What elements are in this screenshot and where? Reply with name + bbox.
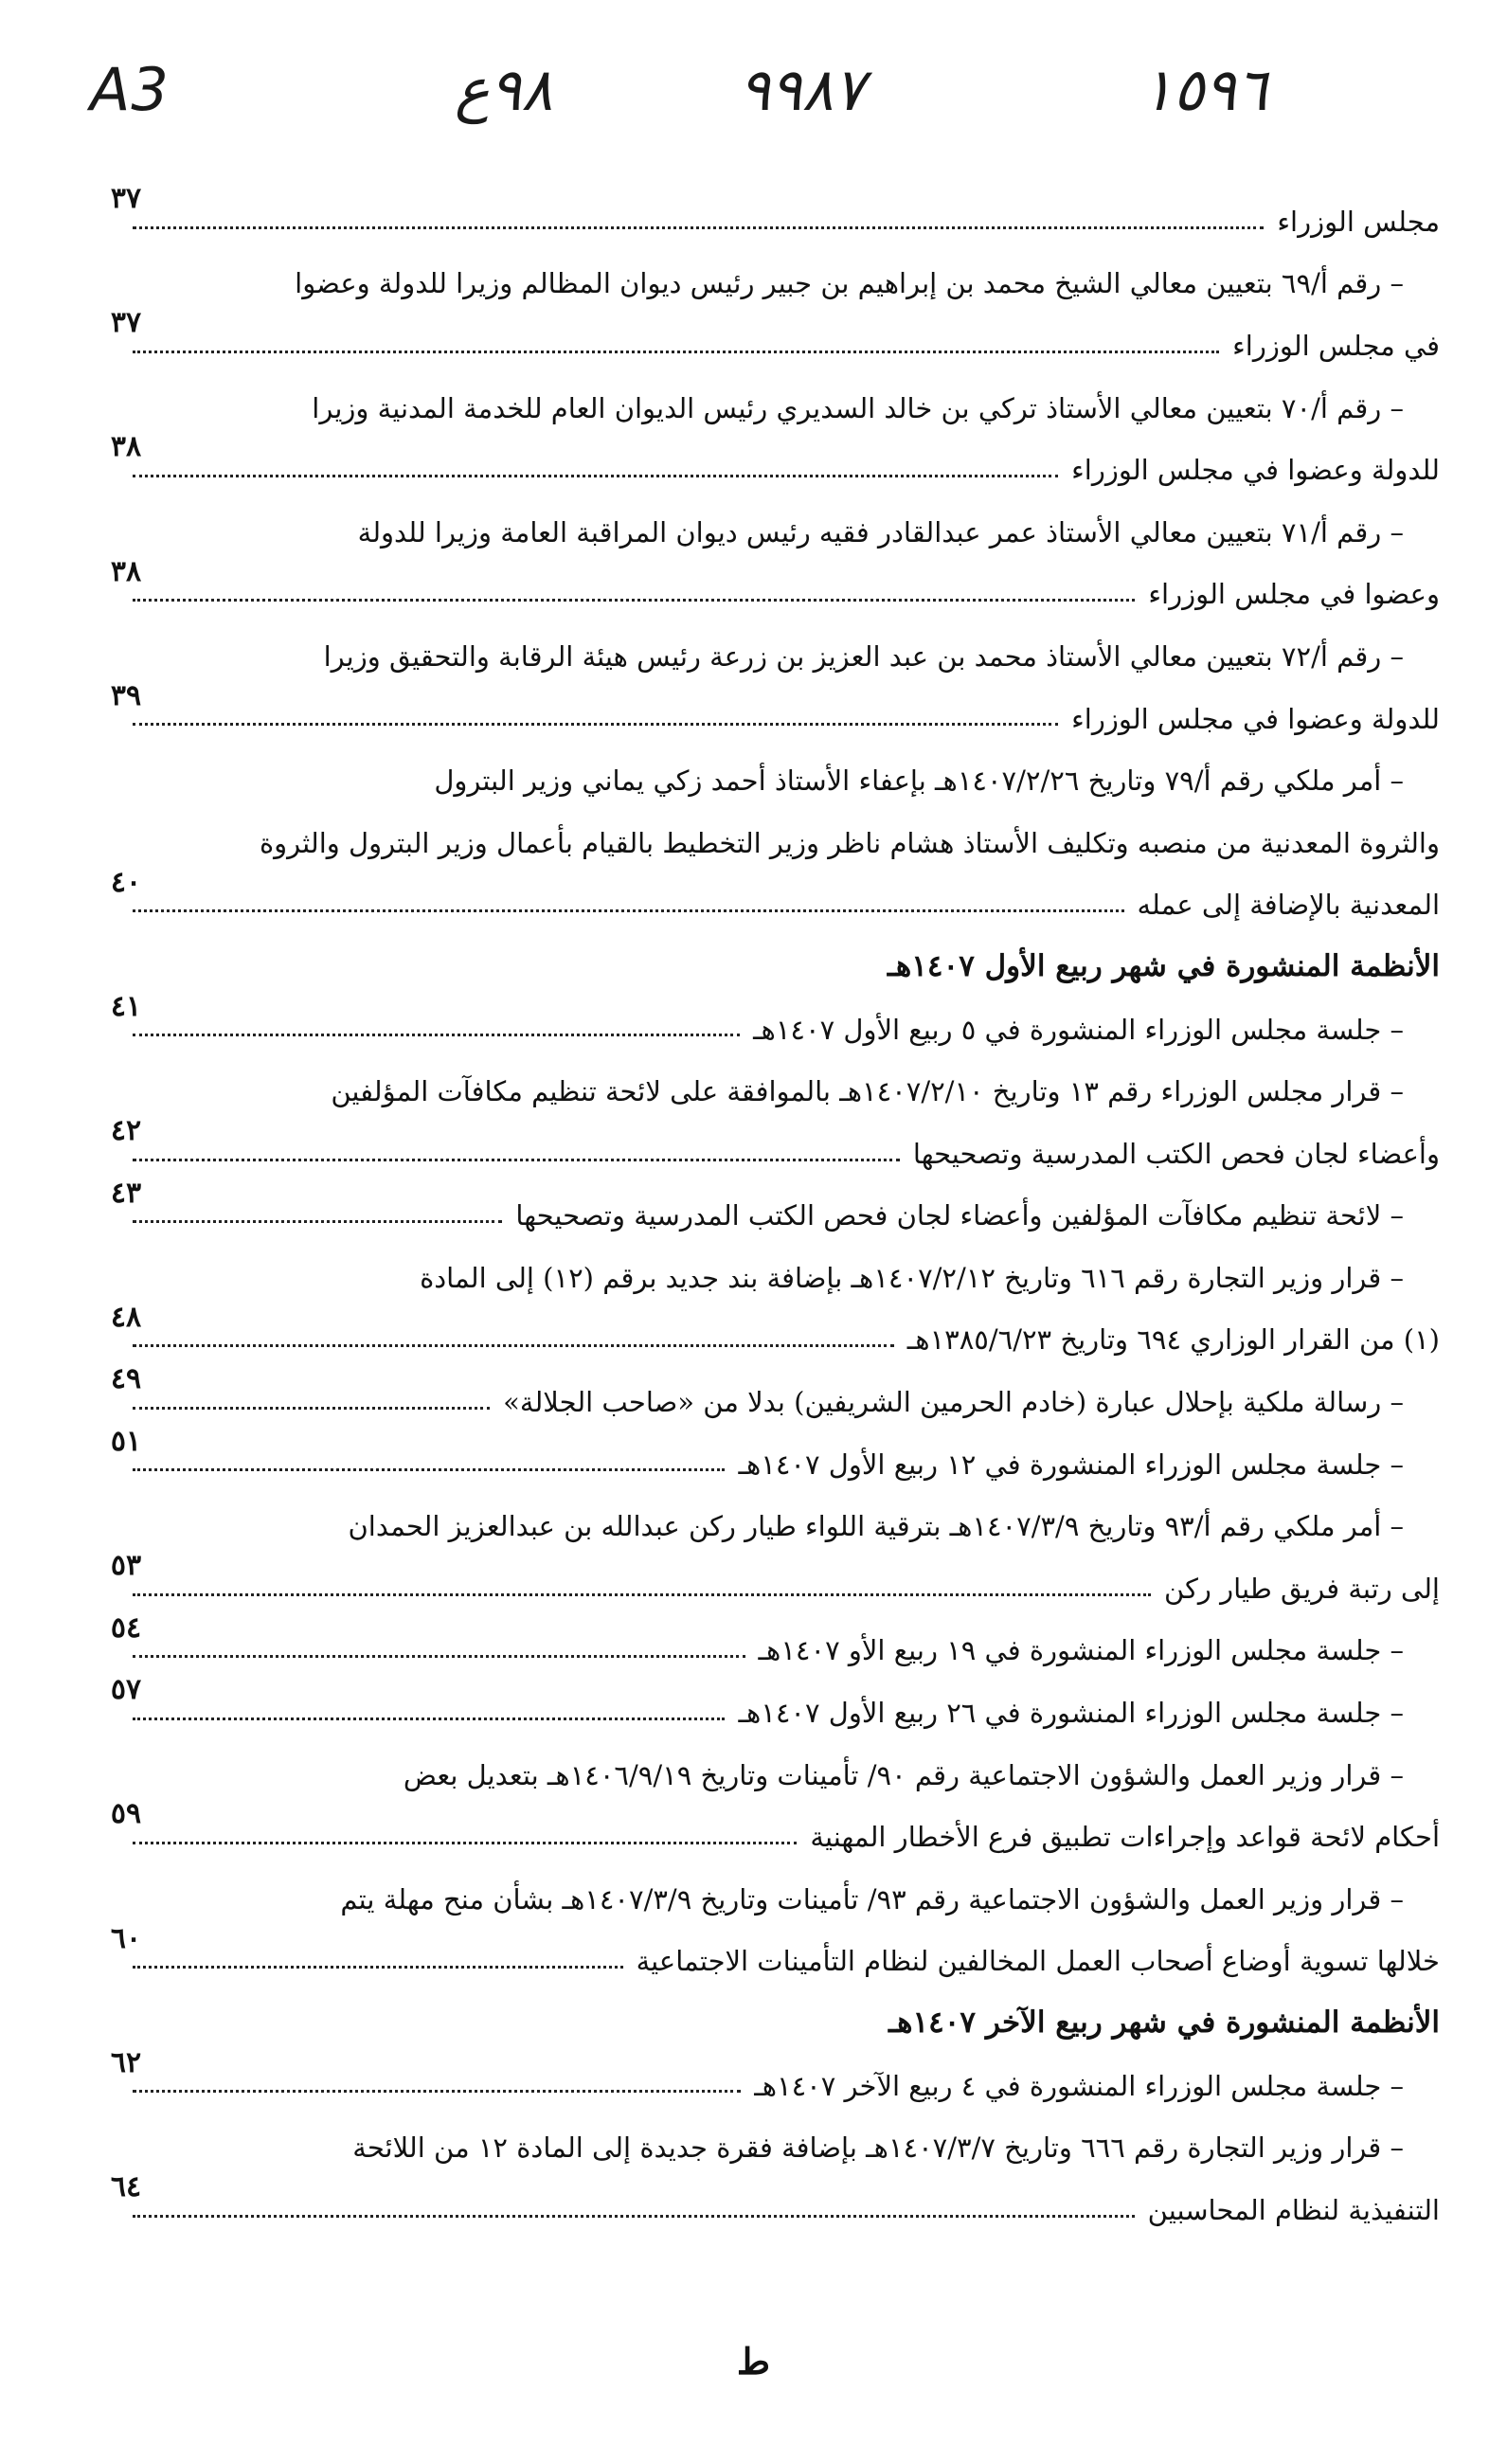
dot-leader: [133, 475, 1058, 477]
dot-leader: [133, 1468, 725, 1471]
toc-entry-text: – جلسة مجلس الوزراء المنشورة في ١٢ ربيع الأول ١٤٠٧هـ: [738, 1448, 1404, 1481]
toc-entry-line: [76, 243, 1440, 305]
toc-entry-line: [76, 2168, 1440, 2231]
toc-entry-line: [76, 988, 1440, 1051]
toc-entry-text: – رقم أ/٧١ بتعيين معالي الأستاذ عمر عبدالقادر فقيه رئيس ديوان المراقبة العامة وزيرا للدولة: [357, 515, 1404, 549]
toc-entry-text: – رسالة ملكية بإحلال عبارة (خادم الحرمين الشريفين) بدلا من «صاحب الجلالة»: [503, 1386, 1404, 1419]
dot-leader: [133, 2215, 1135, 2218]
toc-entry-line: [76, 1299, 1440, 1361]
toc-entry-text: – جلسة مجلس الوزراء المنشورة في ٢٦ ربيع الأول ١٤٠٧هـ: [738, 1697, 1404, 1730]
toc-page-number: ٤٨: [110, 1300, 142, 1334]
toc-page-number: ٤١: [110, 989, 142, 1023]
toc-page-number: ٣٧: [110, 182, 142, 215]
toc-entry-text: في مجلس الوزراء: [1232, 329, 1440, 362]
toc-page-number: ٣٩: [110, 678, 142, 712]
toc-page-number: ٤٣: [110, 1176, 142, 1210]
toc-entry-text: – جلسة مجلس الوزراء المنشورة في ٤ ربيع الآخر ١٤٠٧هـ: [754, 2069, 1404, 2102]
toc-entry-text: – أمر ملكي رقم أ/٩٣ وتاريخ ١٤٠٧/٣/٩هـ بترقية اللواء طيار ركن عبدالله بن عبدالعزيز الحمدان: [348, 1510, 1404, 1543]
toc-entry-text: أحكام لائحة قواعد وإجراءات تطبيق فرع الأخطار المهنية: [810, 1821, 1440, 1854]
handwritten-annotation: ٩٨ع: [455, 55, 553, 124]
toc-entry-text: وأعضاء لجان فحص الكتب المدرسية وتصحيحها: [912, 1137, 1440, 1170]
dot-leader: [133, 1220, 502, 1223]
toc-page-number: ٥٣: [110, 1549, 142, 1583]
dot-leader: [133, 1842, 797, 1844]
toc-page-number: ٤٩: [110, 1362, 142, 1396]
toc-entry-text: الأنظمة المنشورة في شهر ربيع الآخر ١٤٠٧هـ: [888, 2005, 1440, 2040]
toc-entry-line: [76, 739, 1440, 801]
toc-entry-line: [76, 2106, 1440, 2168]
toc-entry-text: إلى رتبة فريق طيار ركن: [1164, 1572, 1440, 1605]
toc-entry-text: مجلس الوزراء: [1277, 205, 1440, 238]
toc-page-number: ٥٩: [110, 1797, 142, 1831]
toc-page-number: ٥٤: [110, 1610, 142, 1645]
toc-entry-line: [76, 677, 1440, 740]
toc-entry-line: [76, 367, 1440, 429]
dot-leader: [133, 599, 1135, 602]
toc-entry-text: الأنظمة المنشورة في شهر ربيع الأول ١٤٠٧هـ: [887, 948, 1440, 983]
section-heading: [76, 1982, 1440, 2044]
toc-entry-line: [76, 1236, 1440, 1299]
dot-leader: [133, 351, 1219, 353]
toc-page-number: ٦٠: [110, 1921, 142, 1955]
toc-entry-text: خلالها تسوية أوضاع أصحاب العمل المخالفين لنظام التأمينات الاجتماعية: [636, 1945, 1440, 1978]
dot-leader: [133, 1593, 1151, 1596]
toc-entry-line: [76, 1484, 1440, 1547]
dot-leader: [133, 723, 1058, 726]
toc-entry-text: (١) من القرار الوزاري ٦٩٤ وتاريخ ١٣٨٥/٦/٢٣هـ: [906, 1323, 1440, 1357]
toc-entry-text: – رقم أ/٧٢ بتعيين معالي الأستاذ محمد بن عبد العزيز بن زرعة رئيس هيئة الرقابة والتحقيق وزيرا: [323, 639, 1404, 673]
section-heading: [76, 926, 1440, 988]
toc-entry-line: [76, 1795, 1440, 1858]
toc-entry-line: [76, 1671, 1440, 1734]
toc-entry-line: [76, 615, 1440, 677]
toc-entry-line: [76, 1175, 1440, 1237]
dot-leader: [133, 226, 1264, 229]
toc-entry-text: المعدنية بالإضافة إلى عمله: [1137, 889, 1440, 922]
toc-page-number: ٥٧: [110, 1673, 142, 1707]
toc-entry-text: – قرار وزير التجارة رقم ٦٦٦ وتاريخ ١٤٠٧/٣/٧هـ بإضافة فقرة جديدة إلى المادة ١٢ من اللائحة: [352, 2131, 1404, 2165]
toc-entry-line: [76, 553, 1440, 616]
toc-entry-text: التنفيذية لنظام المحاسبين: [1147, 2193, 1440, 2226]
toc-page-number: ٣٨: [110, 430, 142, 464]
toc-entry-text: – قرار وزير العمل والشؤون الاجتماعية رقم ٩٣/ تأمينات وتاريخ ١٤٠٧/٣/٩هـ بشأن منح مهلة يتم: [340, 1882, 1404, 1915]
table-of-contents: [76, 180, 1440, 2231]
toc-page-number: ٤٠: [110, 865, 142, 899]
toc-entry-text: والثروة المعدنية من منصبه وتكليف الأستاذ هشام ناظر وزير التخطيط بالقيام بأعمال وزير البترول والثروة: [259, 826, 1440, 859]
toc-entry-line: [76, 1360, 1440, 1423]
toc-entry-text: – رقم أ/٧٠ بتعيين معالي الأستاذ تركي بن خالد السديري رئيس الديوان العام للخدمة المدنية وزيرا: [312, 391, 1404, 424]
toc-entry-line: [76, 491, 1440, 553]
toc-entry-line: [76, 1050, 1440, 1112]
toc-page-number: ٣٧: [110, 306, 142, 340]
toc-entry-line: [76, 1610, 1440, 1672]
toc-page-number: ٦٢: [110, 2045, 142, 2079]
handwritten-annotation: ١٥٩٦: [1141, 55, 1268, 124]
dot-leader: [133, 1655, 745, 1658]
toc-entry-line: [76, 1858, 1440, 1920]
toc-page-number: ٤٢: [110, 1113, 142, 1147]
toc-entry-line: [76, 801, 1440, 864]
toc-page-number: ٦٤: [110, 2170, 142, 2203]
handwritten-annotation: A3: [90, 55, 170, 124]
page-footer-letter: ط: [736, 2340, 771, 2383]
toc-entry-text: للدولة وعضوا في مجلس الوزراء: [1071, 454, 1440, 487]
toc-entry-text: وعضوا في مجلس الوزراء: [1148, 578, 1440, 611]
dot-leader: [133, 1966, 623, 1969]
toc-entry-line: [76, 304, 1440, 367]
toc-entry-text: – جلسة مجلس الوزراء المنشورة في ٥ ربيع الأول ١٤٠٧هـ: [753, 1013, 1404, 1046]
toc-page-number: ٣٨: [110, 554, 142, 588]
dot-leader: [133, 1718, 725, 1720]
dot-leader: [133, 1159, 900, 1161]
toc-entry-text: – لائحة تنظيم مكافآت المؤلفين وأعضاء لجان فحص الكتب المدرسية وتصحيحها: [515, 1199, 1404, 1232]
dot-leader: [133, 909, 1124, 912]
toc-entry-line: [76, 1920, 1440, 1983]
toc-entry-line: [76, 1547, 1440, 1610]
toc-entry-text: – جلسة مجلس الوزراء المنشورة في ١٩ ربيع الأو ١٤٠٧هـ: [758, 1634, 1404, 1667]
toc-entry-line: [76, 2044, 1440, 2107]
toc-entry-line: [76, 1734, 1440, 1796]
dot-leader: [133, 2090, 741, 2093]
toc-entry-line: [76, 1112, 1440, 1175]
toc-entry-text: – قرار وزير التجارة رقم ٦١٦ وتاريخ ١٤٠٧/٢/١٢هـ بإضافة بند جديد برقم (١٢) إلى المادة: [420, 1261, 1404, 1294]
toc-entry-text: – قرار مجلس الوزراء رقم ١٣ وتاريخ ١٤٠٧/٢/١٠هـ بالموافقة على لائحة تنظيم مكافآت المؤلفين: [331, 1075, 1404, 1108]
dot-leader: [133, 1407, 490, 1410]
toc-entry-text: – أمر ملكي رقم أ/٧٩ وتاريخ ١٤٠٧/٢/٢٦هـ بإعفاء الأستاذ أحمد زكي يماني وزير البترول: [434, 764, 1404, 798]
toc-entry-line: [76, 180, 1440, 243]
toc-entry-text: – رقم أ/٦٩ بتعيين معالي الشيخ محمد بن إبراهيم بن جبير رئيس ديوان المظالم وزيرا للدولة وعضوا: [295, 267, 1404, 300]
toc-entry-line: [76, 864, 1440, 926]
handwritten-annotation: ٩٩٨٧: [739, 55, 866, 124]
toc-entry-line: [76, 428, 1440, 491]
dot-leader: [133, 1344, 894, 1347]
toc-page-number: ٥١: [110, 1424, 142, 1458]
toc-entry-line: [76, 1423, 1440, 1485]
toc-entry-text: – قرار وزير العمل والشؤون الاجتماعية رقم ٩٠/ تأمينات وتاريخ ١٤٠٦/٩/١٩هـ بتعديل بعض: [403, 1758, 1404, 1791]
toc-entry-text: للدولة وعضوا في مجلس الوزراء: [1071, 702, 1440, 735]
dot-leader: [133, 1034, 740, 1036]
